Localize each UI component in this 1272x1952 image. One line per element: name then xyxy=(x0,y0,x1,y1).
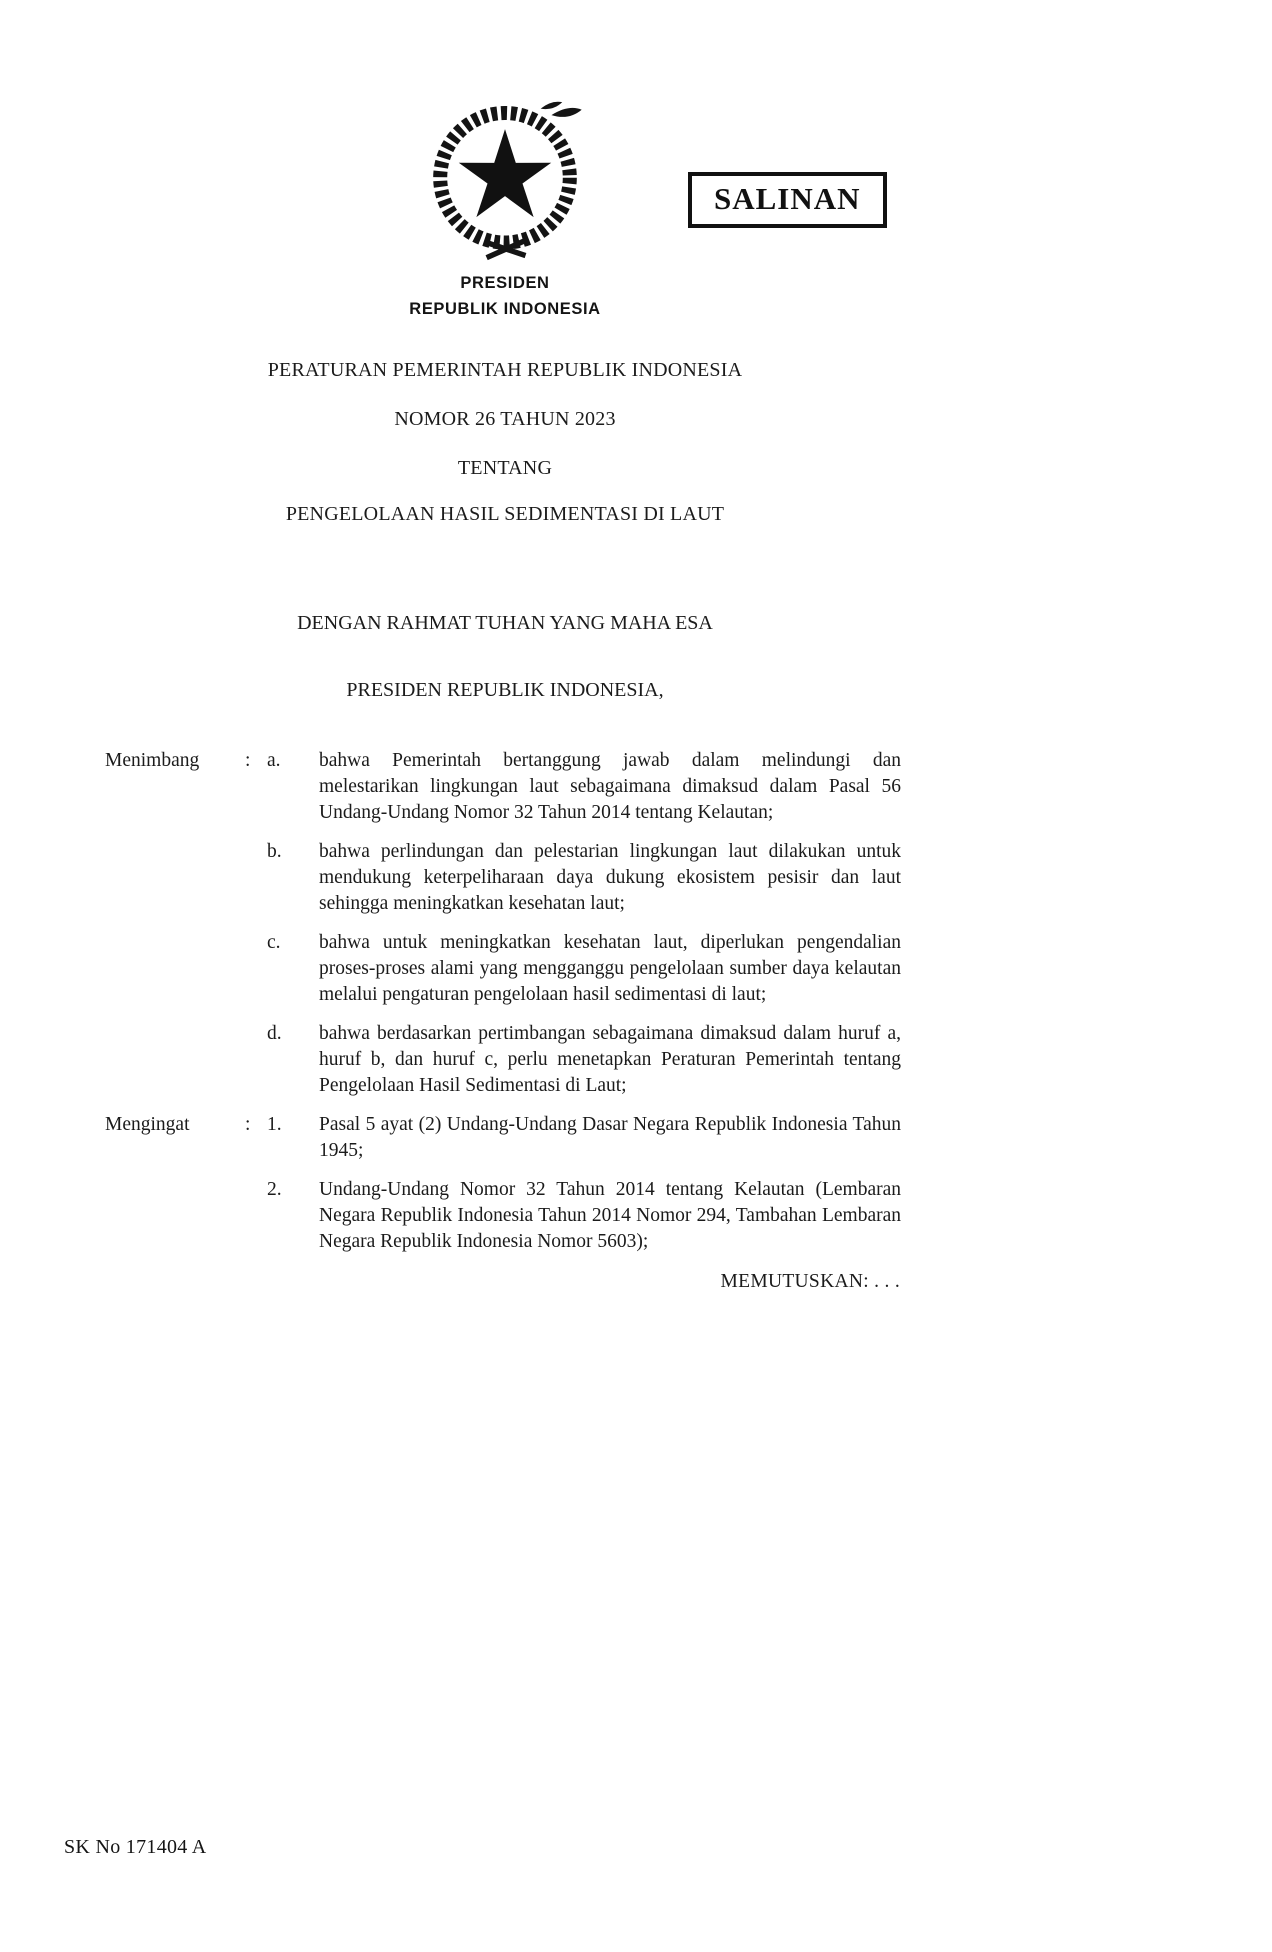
spacer xyxy=(245,839,267,917)
item-text: bahwa perlindungan dan pelestarian lingkungan laut dilakukan untuk mendukung keterpeliharaan daya dukung ekosistem pesisir dan laut sehingga meningkatkan kesehatan laut; xyxy=(319,841,901,914)
document-code: SK No 171404 A xyxy=(64,1836,207,1858)
menimbang-term: Menimbang xyxy=(105,750,200,771)
menimbang-item-b xyxy=(105,839,1010,917)
invocation-line: DENGAN RAHMAT TUHAN YANG MAHA ESA xyxy=(297,612,713,634)
menimbang-item-d xyxy=(105,1021,1010,1099)
mengingat-colon: : xyxy=(245,1114,251,1135)
spacer xyxy=(245,930,267,1008)
spacer xyxy=(105,930,245,1008)
clauses-section xyxy=(0,748,1010,1293)
item-text: bahwa Pemerintah bertanggung jawab dalam melindungi dan melestarikan lingkungan laut sebagaimana dimaksud dalam Pasal 56 Undang-Undang Nomor 32 Tahun 2014 tentang Kelautan; xyxy=(319,750,901,823)
item-label: b. xyxy=(267,841,282,862)
item-label: d. xyxy=(267,1023,282,1044)
regulation-title-line1: PERATURAN PEMERINTAH REPUBLIK INDONESIA xyxy=(267,359,743,381)
item-text: Undang-Undang Nomor 32 Tahun 2014 tentang Kelautan (Lembaran Negara Republik Indonesia Tahun 2014 Nomor 294, Tambahan Lembaran Negara Republik Indonesia Nomor 5603); xyxy=(319,1179,901,1252)
item-text: bahwa untuk meningkatkan kesehatan laut, diperlukan pengendalian proses-proses alami yang mengganggu pengelolaan sumber daya kelautan melalui pengaturan pengelolaan hasil sedimentasi di laut; xyxy=(319,932,901,1005)
item-label: 2. xyxy=(267,1179,282,1200)
menimbang-item-c xyxy=(105,930,1010,1008)
item-label: a. xyxy=(267,750,281,771)
item-text: Pasal 5 ayat (2) Undang-Undang Dasar Negara Republik Indonesia Tahun 1945; xyxy=(319,1114,901,1161)
presidential-seal-icon xyxy=(421,100,589,267)
item-text: bahwa berdasarkan pertimbangan sebagaimana dimaksud dalam huruf a, huruf b, dan huruf c, perlu menetapkan Peraturan Pemerintah tentang Pengelolaan Hasil Sedimentasi di Laut; xyxy=(319,1023,901,1096)
item-label: 1. xyxy=(267,1114,282,1135)
spacer xyxy=(105,839,245,917)
letterhead-line-republik: REPUBLIK INDONESIA xyxy=(409,299,601,318)
spacer xyxy=(245,1177,267,1255)
memutuskan-line: MEMUTUSKAN: . . . xyxy=(720,1271,900,1292)
regulation-title-line2: NOMOR 26 TAHUN 2023 xyxy=(394,408,616,430)
spacer xyxy=(105,1177,245,1255)
mengingat-section xyxy=(105,1112,1010,1255)
menimbang-colon: : xyxy=(245,750,251,771)
mengingat-item-1 xyxy=(105,1112,1010,1164)
document-body xyxy=(0,358,1010,1293)
mengingat-item-2 xyxy=(105,1177,1010,1255)
letterhead-line-presiden: PRESIDEN xyxy=(460,274,550,292)
regulation-title-line4: PENGELOLAAN HASIL SEDIMENTASI DI LAUT xyxy=(285,503,725,525)
salinan-stamp: SALINAN xyxy=(688,172,887,228)
authority-line: PRESIDEN REPUBLIK INDONESIA, xyxy=(346,679,664,701)
mengingat-term: Mengingat xyxy=(105,1114,190,1135)
spacer xyxy=(245,1021,267,1099)
menimbang-item-a xyxy=(105,748,1010,826)
regulation-title-line3: TENTANG xyxy=(457,457,553,479)
spacer xyxy=(105,1021,245,1099)
item-label: c. xyxy=(267,932,281,953)
